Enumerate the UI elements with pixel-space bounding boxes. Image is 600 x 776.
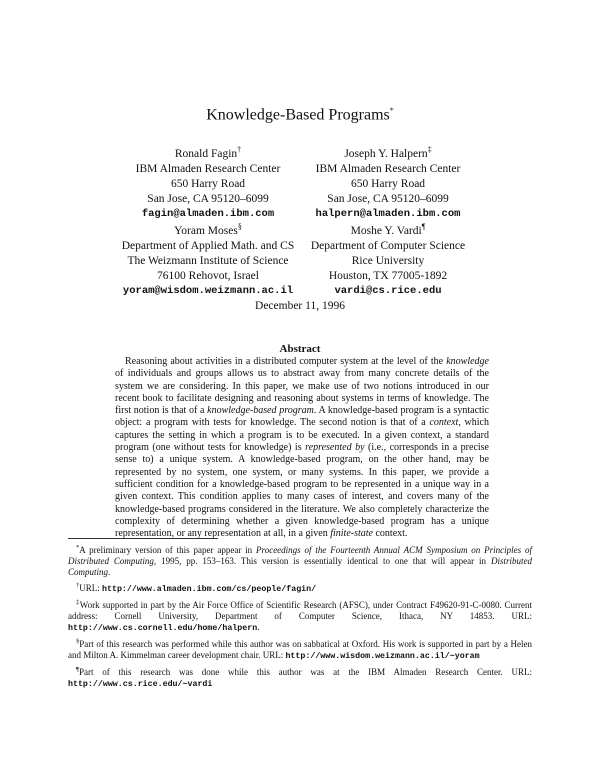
abstract-body <box>115 356 489 540</box>
author-name <box>268 219 508 239</box>
title-footnote-mark: * <box>389 106 394 115</box>
footnote-url[interactable]: http://www.cs.cornell.edu/home/halpern <box>68 624 258 633</box>
author-mark: ‡ <box>427 145 432 154</box>
footnote-text: . <box>257 622 260 632</box>
footnote-text: , 1995, pp. 153–163. This version is essentially identical to one that will appear in <box>153 556 491 566</box>
author-block-vardi <box>268 219 508 299</box>
paper-date: December 11, 1996 <box>255 300 345 312</box>
footnote-mark: * <box>76 544 80 551</box>
author-mark: § <box>237 222 242 231</box>
author-address: San Jose, CA 95120–6099 <box>327 192 449 205</box>
abstract-text: , which captures the setting in which a program is to be executed. In a given context, a standard program (one without tests for knowledge) is <box>115 417 489 454</box>
footnote-mark: † <box>76 582 80 589</box>
author-email: halpern@almaden.ibm.com <box>315 207 461 220</box>
author-name-text: Joseph Y. Halpern <box>344 147 428 160</box>
footnote-preliminary <box>68 542 532 578</box>
author-address: The Weizmann Institute of Science <box>127 254 289 267</box>
footnote-text: . <box>108 567 111 577</box>
author-affiliation: Department of Computer Science <box>310 239 466 252</box>
author-address: 76100 Rehovot, Israel <box>157 269 259 282</box>
author-name-text: Yoram Moses <box>174 224 238 237</box>
footnote-halpern <box>68 597 532 634</box>
footnote-emphasis: Distributed Computing <box>68 556 532 577</box>
author-address: 650 Harry Road <box>170 177 246 190</box>
abstract-text: (i.e., corresponds in a precise sense to) a unique system. A knowledge-based program, on the other hand, may be represented by no system, one system, or many systems. In this paper, we provide a sufficient condition for a knowledge-based program to be represented in a unique way in a given context. This condition applies to many cases of interest, and covers many of the knowledge-based programs considered in the literature. We also completely characterize the complexity of determining whether a given knowledge-based program has a unique representation, or any representation at all, in a given <box>115 442 489 540</box>
author-address: San Jose, CA 95120–6099 <box>147 192 269 205</box>
footnote-text: Part of this research was performed while this author was on sabbatical at Oxford. His work is supported in part by a Helen and Milton A. Kimmelman career development chair. URL: <box>68 639 532 660</box>
abstract-emphasis: represented by <box>305 442 365 454</box>
footnote-text: Work supported in part by the Air Force Office of Scientific Research (AFSC), under Contract F49620-91-C-0080. Current address: Cornell University, Department of Computer Science, Ithaca, NY 14853. URL: <box>68 600 533 621</box>
abstract-text: Reasoning about activities in a distributed computer system at the level of the <box>125 356 447 367</box>
author-name <box>268 142 508 162</box>
author-affiliation: IBM Almaden Research Center <box>135 162 281 175</box>
title-text: Knowledge-Based Programs <box>206 106 390 124</box>
author-address: 650 Harry Road <box>350 177 426 190</box>
footnote-text: Part of this research was done while this author was at the IBM Almaden Research Center. URL: <box>78 667 532 677</box>
author-email: vardi@cs.rice.edu <box>334 284 442 297</box>
author-mark: † <box>237 145 242 154</box>
abstract-text: of individuals and groups allows us to abstract away from many concrete details of the system we are considering. In this paper, we make use of two notions introduced in our recent book to facilitate designing and reasoning about systems in terms of knowledge. The first notion is that of a <box>115 368 489 417</box>
footnote-emphasis: Proceedings of the Fourteenth Annual ACM Symposium on Principles of Distributed Computing <box>68 545 532 566</box>
footnote-url[interactable]: http://www.cs.rice.edu/~vardi <box>68 680 213 689</box>
author-block-halpern <box>268 142 508 222</box>
abstract-text: . A knowledge-based program is a syntactic object: a program with tests for knowledge. The second notion is that of a <box>115 405 489 429</box>
footnote-mark: ¶ <box>76 666 79 673</box>
abstract-heading: Abstract <box>279 343 321 355</box>
footnote-fagin <box>68 580 532 595</box>
footnote-mark: § <box>76 638 80 645</box>
footnote-moses <box>68 636 532 662</box>
abstract-text: context. <box>372 528 408 540</box>
footnote-url[interactable]: http://www.almaden.ibm.com/cs/people/fagin/ <box>102 585 317 594</box>
footnotes <box>68 542 532 692</box>
author-mark: ¶ <box>421 222 426 231</box>
footnote-text: URL: <box>79 583 103 593</box>
abstract-emphasis: finite-state <box>330 528 373 540</box>
footnote-vardi <box>68 664 532 690</box>
paper-title <box>0 106 600 124</box>
author-name-text: Moshe Y. Vardi <box>350 224 422 237</box>
author-name-text: Ronald Fagin <box>174 147 238 160</box>
author-affiliation: Department of Applied Math. and CS <box>121 239 295 252</box>
footnote-mark: ‡ <box>76 599 80 606</box>
author-email: fagin@almaden.ibm.com <box>141 207 275 220</box>
footnote-text: A preliminary version of this paper appear in <box>79 545 257 555</box>
footnote-url[interactable]: http://www.wisdom.weizmann.ac.il/~yoram <box>285 652 480 661</box>
author-email: yoram@wisdom.weizmann.ac.il <box>122 284 294 297</box>
footnote-rule <box>68 538 218 539</box>
abstract-emphasis: context <box>429 417 459 429</box>
author-affiliation: IBM Almaden Research Center <box>315 162 461 175</box>
author-address: Houston, TX 77005-1892 <box>328 269 448 282</box>
abstract-emphasis: knowledge-based program <box>207 405 314 417</box>
abstract-emphasis: knowledge <box>446 356 489 367</box>
author-address: Rice University <box>351 254 425 267</box>
